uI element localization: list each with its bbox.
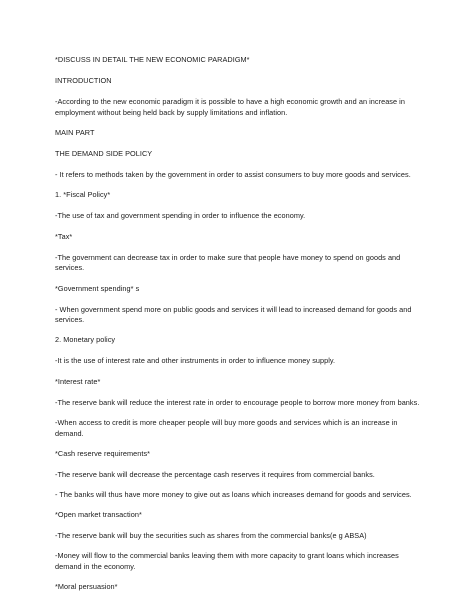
- government-spending-heading: *Government spending* s: [55, 283, 140, 293]
- demand-side-paragraph: - It refers to methods taken by the government in order to assist consumers to buy more goods and services.: [55, 170, 411, 180]
- open-market-paragraph-2: -Money will flow to the commercial banks leaving them with more capacity to grant loans which increases demand in the economy.: [55, 551, 399, 572]
- open-market-heading: *Open market transaction*: [55, 510, 142, 520]
- tax-heading: *Tax*: [55, 231, 73, 241]
- monetary-policy-paragraph: -It is the use of interest rate and other instruments in order to influence money supply.: [55, 356, 336, 366]
- cash-reserve-paragraph-1: -The reserve bank will decrease the percentage cash reserves it requires from commercial banks.: [55, 469, 375, 479]
- demand-side-heading: THE DEMAND SIDE POLICY: [55, 149, 153, 159]
- interest-rate-heading: *Interest rate*: [55, 376, 101, 386]
- cash-reserve-paragraph-2: - The banks will thus have more money to give out as loans which increases demand for goods and services.: [55, 490, 412, 499]
- interest-rate-paragraph-1: -The reserve bank will reduce the interest rate in order to encourage people to borrow more money from banks.: [55, 397, 420, 407]
- introduction-paragraph: -According to the new economic paradigm it is possible to have a high economic growth and an increase in employment without being held back by supply limitations and inflation.: [55, 97, 405, 117]
- main-part-heading: MAIN PART: [55, 127, 95, 137]
- cash-reserve-heading: *Cash reserve requirements*: [55, 448, 151, 458]
- monetary-policy-heading: 2. Monetary policy: [55, 335, 116, 345]
- interest-rate-paragraph-2: -When access to credit is more cheaper people will buy more goods and services which is an increase in demand.: [55, 417, 398, 438]
- moral-persuasion-heading: *Moral persuasion*: [55, 582, 118, 592]
- introduction-heading: INTRODUCTION: [55, 76, 112, 86]
- document-title: *DISCUSS IN DETAIL THE NEW ECONOMIC PARADIGM*: [55, 55, 250, 64]
- tax-paragraph: -The government can decrease tax in order to make sure that people have money to spend on goods and services.: [55, 252, 401, 273]
- fiscal-policy-paragraph: -The use of tax and government spending in order to influence the economy.: [55, 211, 306, 221]
- document-body: [55, 55, 425, 603]
- fiscal-policy-heading: 1. *Fiscal Policy*: [55, 190, 111, 200]
- government-spending-paragraph: - When government spend more on public goods and services it will lead to increased demand for goods and services.: [55, 304, 412, 325]
- open-market-paragraph-1: -The reserve bank will buy the securities such as shares from the commercial banks(e g ABSA): [55, 531, 367, 541]
